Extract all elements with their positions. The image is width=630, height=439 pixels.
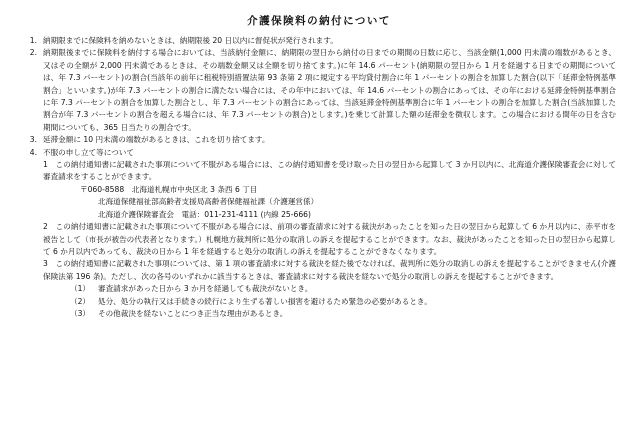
item-text: 不服の申し立て等について bbox=[43, 147, 134, 157]
item-text: 納期限後までに保険料を納付する場合においては、当該納付金額に、納期限の翌日から納付の日までの期間の日数に応じ、当該金額(1,000 円未満の端数があるとき、又はその全額が 2,000 円未満であるときは、その端数金額又は全額を切り捨てます。)に年 14.6 パーセント(納期限の翌日から 1 月を経過する日までの期間については、年 7.3 パーセント)の割合(当該年の前年に租税特別措置法第 93 条第 2 項に規定する平均貸付割合に年 1 パーセントの割合を加算した割合(以下「延滞金特例基準割合」といいます。)が年 7.3 パーセントの割合に満たない場合には、その年中においては、年 14.6 パーセントの割合にあっては、その年における延滞金特例基準割合に年 7.3 パーセントの割合を加算した割合とし、年 7.3 パーセントの割合にあっては、当該延滞金特例基準割合に年 1 パーセントの割合を加算した割合(当該加算した割合が年 7.3 パーセントの割合を超える場合には、年 7.3 パーセントの割合)とします。)を乗じて計算した額の延滞金を徴収します。この場合における閏年の日を含む期間についても、365 日当たりの割合です。 bbox=[43, 48, 616, 132]
list-item bbox=[22, 35, 616, 47]
item-text: 納期限までに保険料を納めないときは、納期限後 20 日以内に督促状が発行されます。 bbox=[43, 36, 338, 45]
condition-number: （2） bbox=[70, 296, 91, 306]
appeal-text-2: 2 この納付通知書に記載された事項について不服がある場合には、前項の審査請求に対する裁決があったことを知った日の翌日から起算して 6 か月以内に、赤平市を被告として（市長が被告の代表者となります。）札幌地方裁判所に処分の取消しの訴えを提起することができます。なお、裁決があったことを知った日の翌日から起算して 6 か月以内であっても、裁決の日から 1 年を経過すると処分の取消しの訴えを提起することができなくなります。 bbox=[43, 222, 616, 256]
address-block bbox=[80, 184, 616, 221]
condition-text: その他裁決を経ないことにつき正当な理由があるとき。 bbox=[98, 308, 288, 318]
list-item bbox=[22, 147, 616, 159]
address-line-1: 〒060-8588 北海道札幌市中央区北 3 条西 6 丁目 bbox=[80, 184, 258, 194]
list-item bbox=[22, 134, 616, 146]
appeal-paragraph-3 bbox=[43, 258, 616, 283]
item-number: 3. bbox=[29, 135, 37, 145]
condition-item bbox=[70, 308, 616, 320]
list-item bbox=[22, 47, 616, 134]
appeal-text-3: 3 この納付通知書に記載された事項については、第 1 項の審査請求に対する裁決を経た後でなければ、裁判所に処分の取消しの訴えを提起することができません(介護保険法第 196 条)。ただし、次の各号のいずれかに該当するときは、審査請求に対する裁決を経ないで処分の取消しの訴えを提起することができます。 bbox=[43, 259, 616, 281]
document-title: 介護保険料の納付について bbox=[247, 15, 391, 27]
item-number: 4. bbox=[29, 147, 37, 157]
condition-number: （3） bbox=[70, 308, 91, 318]
condition-text: 審査請求があった日から 3 か月を経過しても裁決がないとき。 bbox=[98, 284, 313, 294]
item-number: 2. bbox=[29, 48, 37, 58]
appeal-text-1: 1 この納付通知書に記載された事項について不服がある場合には、この納付通知書を受け取った日の翌日から起算して 3 か月以内に、北海道介護保険審査会に対して審査請求をすることができます。 bbox=[43, 160, 616, 182]
address-line-3: 北海道介護保険審査会 電話：011-231-4111 (内線 25-666) bbox=[98, 209, 311, 219]
appeal-paragraph-2 bbox=[43, 221, 616, 258]
appeal-paragraph-1 bbox=[43, 159, 616, 184]
condition-text: 処分、処分の執行又は手続きの続行により生ずる著しい損害を避けるため緊急の必要があるとき。 bbox=[98, 296, 432, 306]
condition-item bbox=[70, 296, 616, 308]
item-text: 延滞金額に 10 円未満の端数があるときは、これを切り捨てます。 bbox=[43, 135, 270, 145]
address-line-2: 北海道保健福祉部高齢者支援局高齢者保健福祉課（介護運営係） bbox=[98, 197, 319, 207]
condition-item bbox=[70, 283, 616, 295]
item-number: 1. bbox=[29, 36, 37, 45]
condition-number: （1） bbox=[70, 284, 91, 294]
